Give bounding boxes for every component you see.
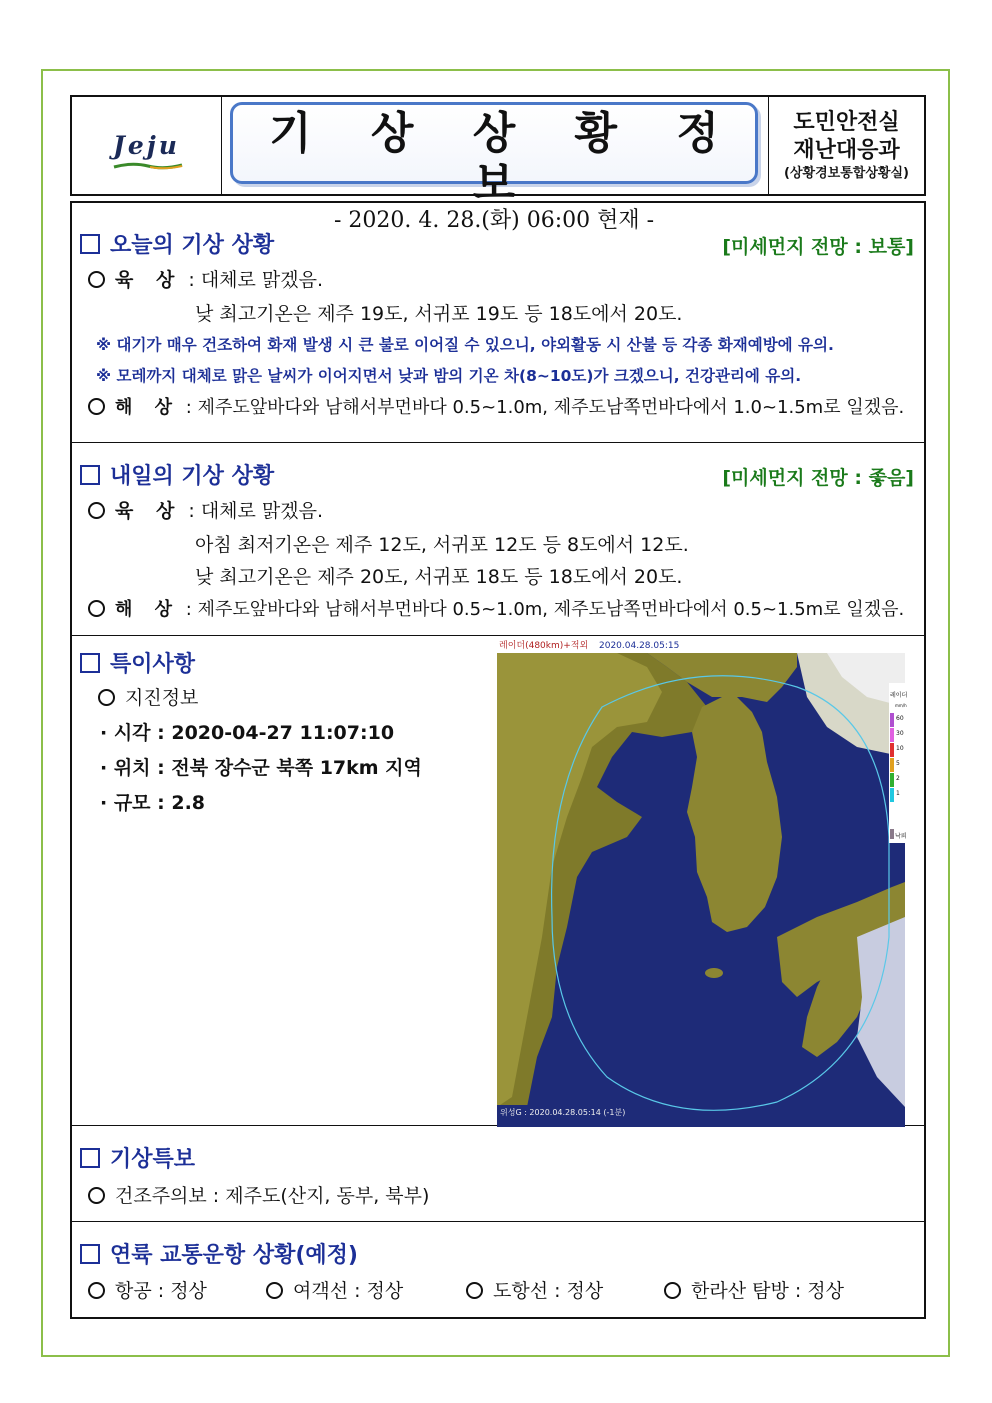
traffic-island-ferry: 도항선 : 정상 xyxy=(466,1276,603,1303)
legend-value: 30 xyxy=(896,730,904,737)
warning-item: 건조주의보 : 제주도(산지, 동부, 북부) xyxy=(88,1181,429,1208)
legend-swatch xyxy=(890,743,894,757)
circle-bullet-icon xyxy=(88,271,105,288)
title-box xyxy=(230,102,758,233)
title-cell xyxy=(222,97,768,233)
circle-bullet-icon xyxy=(88,1187,105,1204)
tomorrow-min-temp: 아침 최저기온은 제주 12도, 서귀포 12도 등 8도에서 12도. xyxy=(195,534,689,556)
circle-bullet-icon xyxy=(88,1282,105,1299)
jeju-logo xyxy=(72,97,222,194)
legend-value: 2 xyxy=(896,775,900,782)
today-sea-row: 해 상 : 제주도앞바다와 남해서부먼바다 0.5~1.0m, 제주도남쪽먼바다에서 1.0~1.5m로 일겠음. xyxy=(88,393,904,419)
legend-swatch xyxy=(890,758,894,772)
traffic-hallasan: 한라산 탐방 : 정상 xyxy=(664,1276,844,1303)
legend-swatch xyxy=(890,728,894,742)
dept-name-1: 도민안전실 xyxy=(793,109,900,135)
circle-bullet-icon xyxy=(466,1282,483,1299)
legend-unit: mm/h xyxy=(895,703,907,708)
circle-bullet-icon xyxy=(88,502,105,519)
today-note-temp: ※ 모레까지 대체로 맑은 날씨가 이어지면서 낮과 밤의 기온 차(8~10도)가 크겠으니, 건강관리에 유의. xyxy=(96,367,802,385)
section-warning xyxy=(72,1126,924,1222)
sat-time-top: 2020.04.28.05:15 xyxy=(599,641,680,651)
checkbox-icon xyxy=(80,234,100,254)
legend-swatch xyxy=(890,788,894,802)
legend-title: 레이더 xyxy=(890,692,908,699)
tomorrow-sea-row: 해 상 : 제주도앞바다와 남해서부먼바다 0.5~1.0m, 제주도남쪽먼바다에서 0.5~1.5m로 일겠음. xyxy=(88,595,904,621)
section-today xyxy=(72,203,924,443)
earthquake-location: · 위치 : 전북 장수군 북쪽 17km 지역 xyxy=(100,757,422,779)
department-cell xyxy=(768,97,924,194)
earthquake-time: · 시각 : 2020-04-27 11:07:10 xyxy=(100,722,395,744)
dept-name-2: 재난대응과 xyxy=(793,137,900,163)
today-land-temp: 낮 최고기온은 제주 19도, 서귀포 19도 등 18도에서 20도. xyxy=(195,303,683,325)
legend-value: 5 xyxy=(896,760,900,767)
header xyxy=(70,95,926,233)
today-note-fire: ※ 대기가 매우 건조하여 화재 발생 시 큰 불로 이어질 수 있으니, 야외활동 시 산불 등 각종 화재예방에 유의. xyxy=(96,336,834,354)
logo-text: Jeju xyxy=(113,131,180,160)
legend-swatch xyxy=(890,773,894,787)
traffic-air: 항공 : 정상 xyxy=(88,1276,207,1303)
circle-bullet-icon xyxy=(664,1282,681,1299)
section-title-traffic: 연륙 교통운항 상황(예정) xyxy=(80,1238,358,1269)
legend-value: 10 xyxy=(896,745,904,752)
section-title-special: 특이사항 xyxy=(80,647,195,678)
dust-forecast-today: [미세먼지 전망 : 보통] xyxy=(722,236,914,258)
checkbox-icon xyxy=(80,1148,100,1168)
legend-lightning: 낙뢰 xyxy=(895,833,907,840)
section-title-tomorrow: 내일의 기상 상황 xyxy=(80,459,274,490)
circle-bullet-icon xyxy=(88,398,105,415)
circle-bullet-icon xyxy=(88,600,105,617)
legend-value: 60 xyxy=(896,715,904,722)
traffic-ferry: 여객선 : 정상 xyxy=(266,1276,403,1303)
checkbox-icon xyxy=(80,465,100,485)
main-table xyxy=(70,201,926,1319)
circle-bullet-icon xyxy=(98,689,115,706)
sat-caption-bottom: 위성G : 2020.04.28.05:14 (-1분) xyxy=(500,1108,626,1117)
today-land-row: 육 상 : 대체로 맑겠음. xyxy=(88,265,323,292)
page-title: 기 상 상 황 정 보 xyxy=(269,108,741,209)
section-title-warning: 기상특보 xyxy=(80,1142,195,1173)
tomorrow-land-row: 육 상 : 대체로 맑겠음. xyxy=(88,496,323,523)
legend-value: 1 xyxy=(896,790,900,797)
section-tomorrow xyxy=(72,443,924,636)
report-date: - 2020. 4. 28.(화) 06:00 현재 - xyxy=(333,208,655,233)
sat-caption-top: 레이더(480km)+적외 xyxy=(499,641,589,651)
dust-forecast-tomorrow: [미세먼지 전망 : 좋음] xyxy=(722,467,914,489)
section-title-today: 오늘의 기상 상황 xyxy=(80,228,274,259)
legend-swatch xyxy=(890,713,894,727)
earthquake-title: 지진정보 xyxy=(98,683,198,710)
section-traffic xyxy=(72,1222,924,1317)
circle-bullet-icon xyxy=(266,1282,283,1299)
earthquake-magnitude: · 규모 : 2.8 xyxy=(100,792,206,814)
tomorrow-max-temp: 낮 최고기온은 제주 20도, 서귀포 18도 등 18도에서 20도. xyxy=(195,566,683,588)
satellite-radar-image xyxy=(497,637,908,1127)
logo-swoosh-icon xyxy=(112,161,184,171)
dept-name-3: (상황경보통합상황실) xyxy=(784,165,909,181)
checkbox-icon xyxy=(80,1244,100,1264)
checkbox-icon xyxy=(80,653,100,673)
